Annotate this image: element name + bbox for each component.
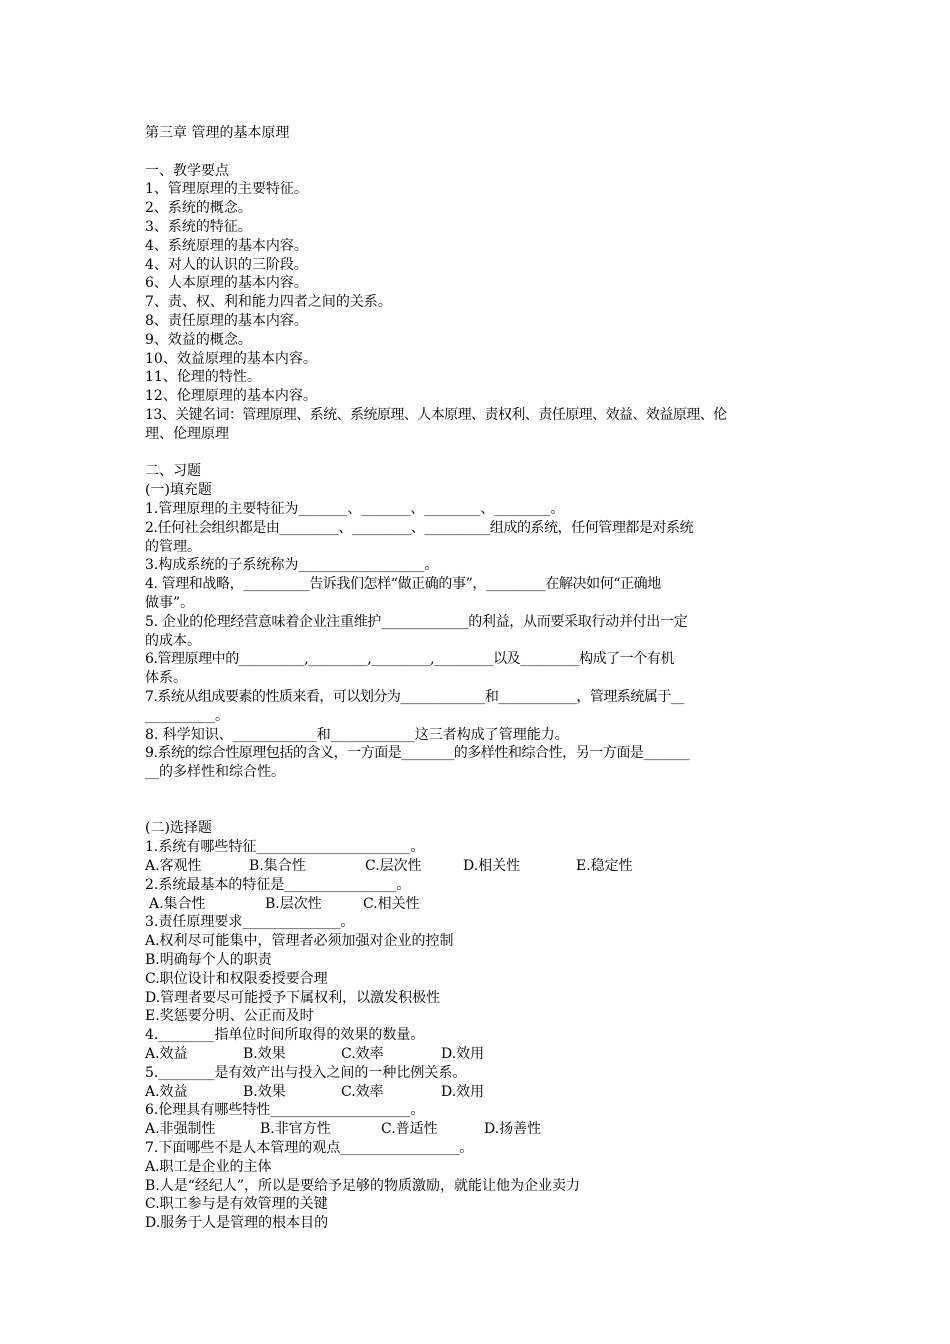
list-item: 11、伦理的特性。 (145, 369, 261, 386)
fill-question: 5. 企业的伦理经营意味着企业注重维护_____________的利益，从而要采取行动并付出一定 (145, 613, 688, 630)
spacer (145, 801, 810, 820)
list-item: 12、伦理原理的基本内容。 (145, 388, 317, 405)
fill-question: 2.任何社会组织都是由_________、_________、__________组成的系统，任何管理都是对系统 (145, 519, 694, 536)
option: B.效果 (243, 1046, 286, 1063)
fill-question: 4. 管理和战略，__________告诉我们怎样“做正确的事”，_________在解决如何“正确地 (145, 576, 661, 593)
choice-options-6 (145, 1120, 810, 1139)
list-item: 4、系统原理的基本内容。 (145, 237, 308, 254)
option: E.奖惩要分明、公正而及时 (145, 1008, 314, 1025)
choice-options-2 (145, 895, 810, 914)
fill-question-cont: 体系。 (145, 670, 187, 687)
choice-question-3: 3.责任原理要求______________。 (145, 914, 355, 931)
choice-question-4: 4.________指单位时间所取得的效果的数量。 (145, 1027, 425, 1044)
spacer (145, 143, 810, 162)
option: B.层次性 (265, 895, 322, 912)
choice-question-5: 5.________是有效产出与投入之间的一种比例关系。 (145, 1064, 467, 1081)
option: C.相关性 (363, 895, 420, 912)
document-content (145, 124, 810, 1233)
spacer (145, 444, 810, 463)
option: A.效益 (145, 1083, 188, 1100)
option: C.效率 (341, 1083, 384, 1100)
list-item: 10、效益原理的基本内容。 (145, 350, 317, 367)
list-item: 7、责、权、利和能力四者之间的关系。 (145, 294, 392, 311)
chapter-title: 第三章 管理的基本原理 (145, 125, 290, 141)
choice-options-5 (145, 1083, 810, 1102)
subsection-heading-choice: (二)选择题 (145, 820, 212, 837)
list-item: 8、责任原理的基本内容。 (145, 312, 308, 329)
list-item: 9、效益的概念。 (145, 331, 252, 348)
option: B.人是“经纪人”，所以是要给予足够的物质激励，就能让他为企业卖力 (145, 1177, 581, 1194)
option: B.效果 (243, 1083, 286, 1100)
option: B.明确每个人的职责 (145, 952, 272, 969)
spacer (145, 782, 810, 801)
fill-question: 1.管理原理的主要特征为_______、_______、________、________。 (145, 500, 565, 517)
option: C.普适性 (381, 1121, 438, 1138)
option: D.管理者要尽可能授予下属权利，以激发积极性 (145, 989, 441, 1006)
option: A.效益 (145, 1046, 188, 1063)
fill-question: 3.构成系统的子系统称为__________________。 (145, 557, 439, 574)
option: D.相关性 (463, 858, 521, 875)
option: D.效用 (441, 1046, 485, 1063)
choice-options-4 (145, 1045, 810, 1064)
choice-options-1 (145, 857, 810, 876)
option: B.集合性 (249, 858, 306, 875)
option: D.扬善性 (484, 1121, 542, 1138)
option: A.职工是企业的主体 (145, 1158, 272, 1175)
fill-question-cont: 的管理。 (145, 538, 201, 555)
fill-question-cont: __的多样性和综合性。 (145, 764, 285, 781)
list-item: 2、系统的概念。 (145, 200, 252, 217)
option: E.稳定性 (576, 858, 633, 875)
fill-question-cont: 的成本。 (145, 632, 201, 649)
option: A.权利尽可能集中，管理者必须加强对企业的控制 (145, 933, 454, 950)
fill-question: 9.系统的综合性原理包括的含义，一方面是________的多样性和综合性，另一方面是_______ (145, 745, 690, 762)
option: C.层次性 (365, 858, 422, 875)
choice-question-1: 1.系统有哪些特征______________________。 (145, 839, 425, 856)
section-heading-exercises: 二、习题 (145, 463, 201, 480)
fill-question: 6.管理原理中的__________,_________,_________,_________以及_________构成了一个有机 (145, 651, 675, 668)
fill-question-cont: __________。 (145, 707, 229, 724)
option: A.集合性 (149, 895, 206, 912)
choice-question-7: 7.下面哪些不是人本管理的观点_________________。 (145, 1140, 474, 1157)
option: A.非强制性 (145, 1121, 216, 1138)
option: A.客观性 (145, 858, 202, 875)
choice-question-6: 6.伦理具有哪些特性____________________。 (145, 1102, 425, 1119)
list-item-key-terms-cont: 理、伦理原理 (145, 425, 229, 442)
option: D.效用 (441, 1083, 485, 1100)
option: C.职工参与是有效管理的关键 (145, 1196, 328, 1213)
list-item: 6、人本原理的基本内容。 (145, 275, 308, 292)
fill-question: 8. 科学知识、____________和____________这三者构成了管理能力。 (145, 726, 569, 743)
fill-question-cont: 做事”。 (145, 594, 195, 611)
subsection-heading-fill: (一)填充题 (145, 482, 212, 499)
option: B.非官方性 (260, 1121, 331, 1138)
section-heading-teaching-points: 一、教学要点 (145, 162, 229, 179)
list-item: 4、对人的认识的三阶段。 (145, 256, 308, 273)
list-item-key-terms: 13、关键名词：管理原理、系统、系统原理、人本原理、责权利、责任原理、效益、效益原理、伦 (145, 406, 727, 423)
fill-question: 7.系统从组成要素的性质来看，可以划分为_____________和____________，管理系统属于__ (145, 688, 684, 705)
option: C.效率 (341, 1046, 384, 1063)
option: C.职位设计和权限委授要合理 (145, 970, 328, 987)
choice-question-2: 2.系统最基本的特征是________________。 (145, 876, 411, 893)
list-item: 3、系统的特征。 (145, 218, 252, 235)
list-item: 1、管理原理的主要特征。 (145, 181, 308, 198)
option: D.服务于人是管理的根本目的 (145, 1215, 329, 1232)
